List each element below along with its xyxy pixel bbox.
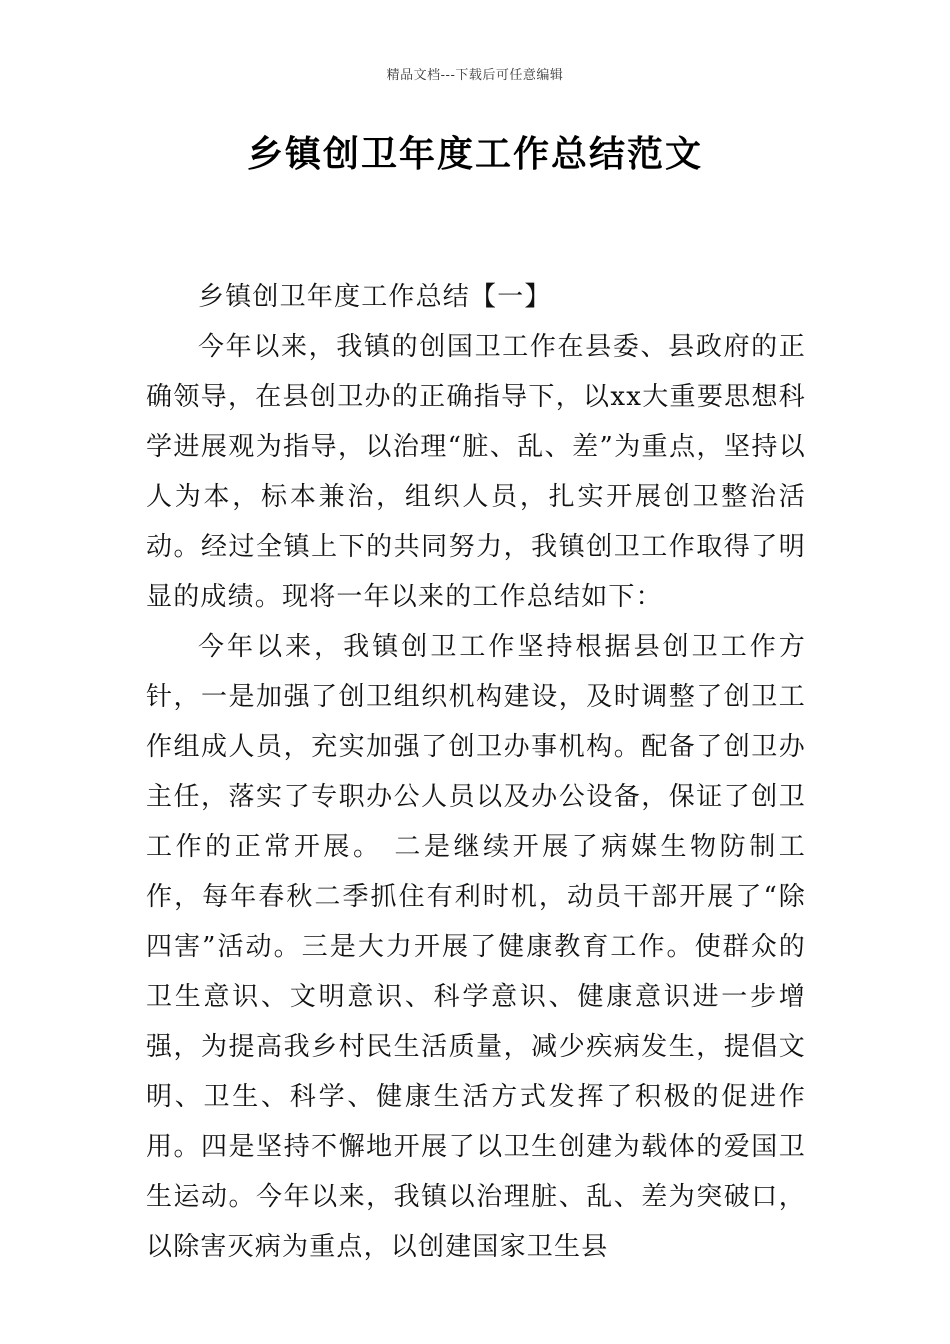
paragraph: 今年以来，我镇的创国卫工作在县委、县政府的正确领导，在县创卫办的正确指导下，以xx大重要思想科学进展观为指导，以治理“脏、乱、差”为重点，坚持以人为本，标本兼治，组织人员，扎实开展创卫整治活动。经过全镇上下的共同努力，我镇创卫工作取得了明显的成绩。现将一年以来的工作总结如下：	[146, 332, 806, 612]
paragraph: 今年以来，我镇创卫工作坚持根据县创卫工作方针，一是加强了创卫组织机构建设，及时调整了创卫工作组成人员，充实加强了创卫办事机构。配备了创卫办主任，落实了专职办公人员以及办公设备，保证了创卫工作的正常开展。 二是继续开展了病媒生物防制工作，每年春秋二季抓住有利时机，动员干部开展了“除四害”活动。三是大力开展了健康教育工作。使群众的卫生意识、文明意识、科学意识、健康意识进一步增强，为提高我乡村民生活质量，减少疾病发生，提倡文明、卫生、科学、健康生活方式发挥了积极的促进作用。四是坚持不懈地开展了以卫生创建为载体的爱国卫生运动。今年以来，我镇以治理脏、乱、差为突破口，以除害灭病为重点，以创建国家卫生县	[146, 632, 806, 1262]
section-heading: 乡镇创卫年度工作总结【一】	[198, 282, 552, 312]
document-body	[146, 272, 806, 1272]
header-note: 精品文档---下载后可任意编辑	[386, 68, 564, 83]
document-title: 乡镇创卫年度工作总结范文	[246, 133, 703, 175]
